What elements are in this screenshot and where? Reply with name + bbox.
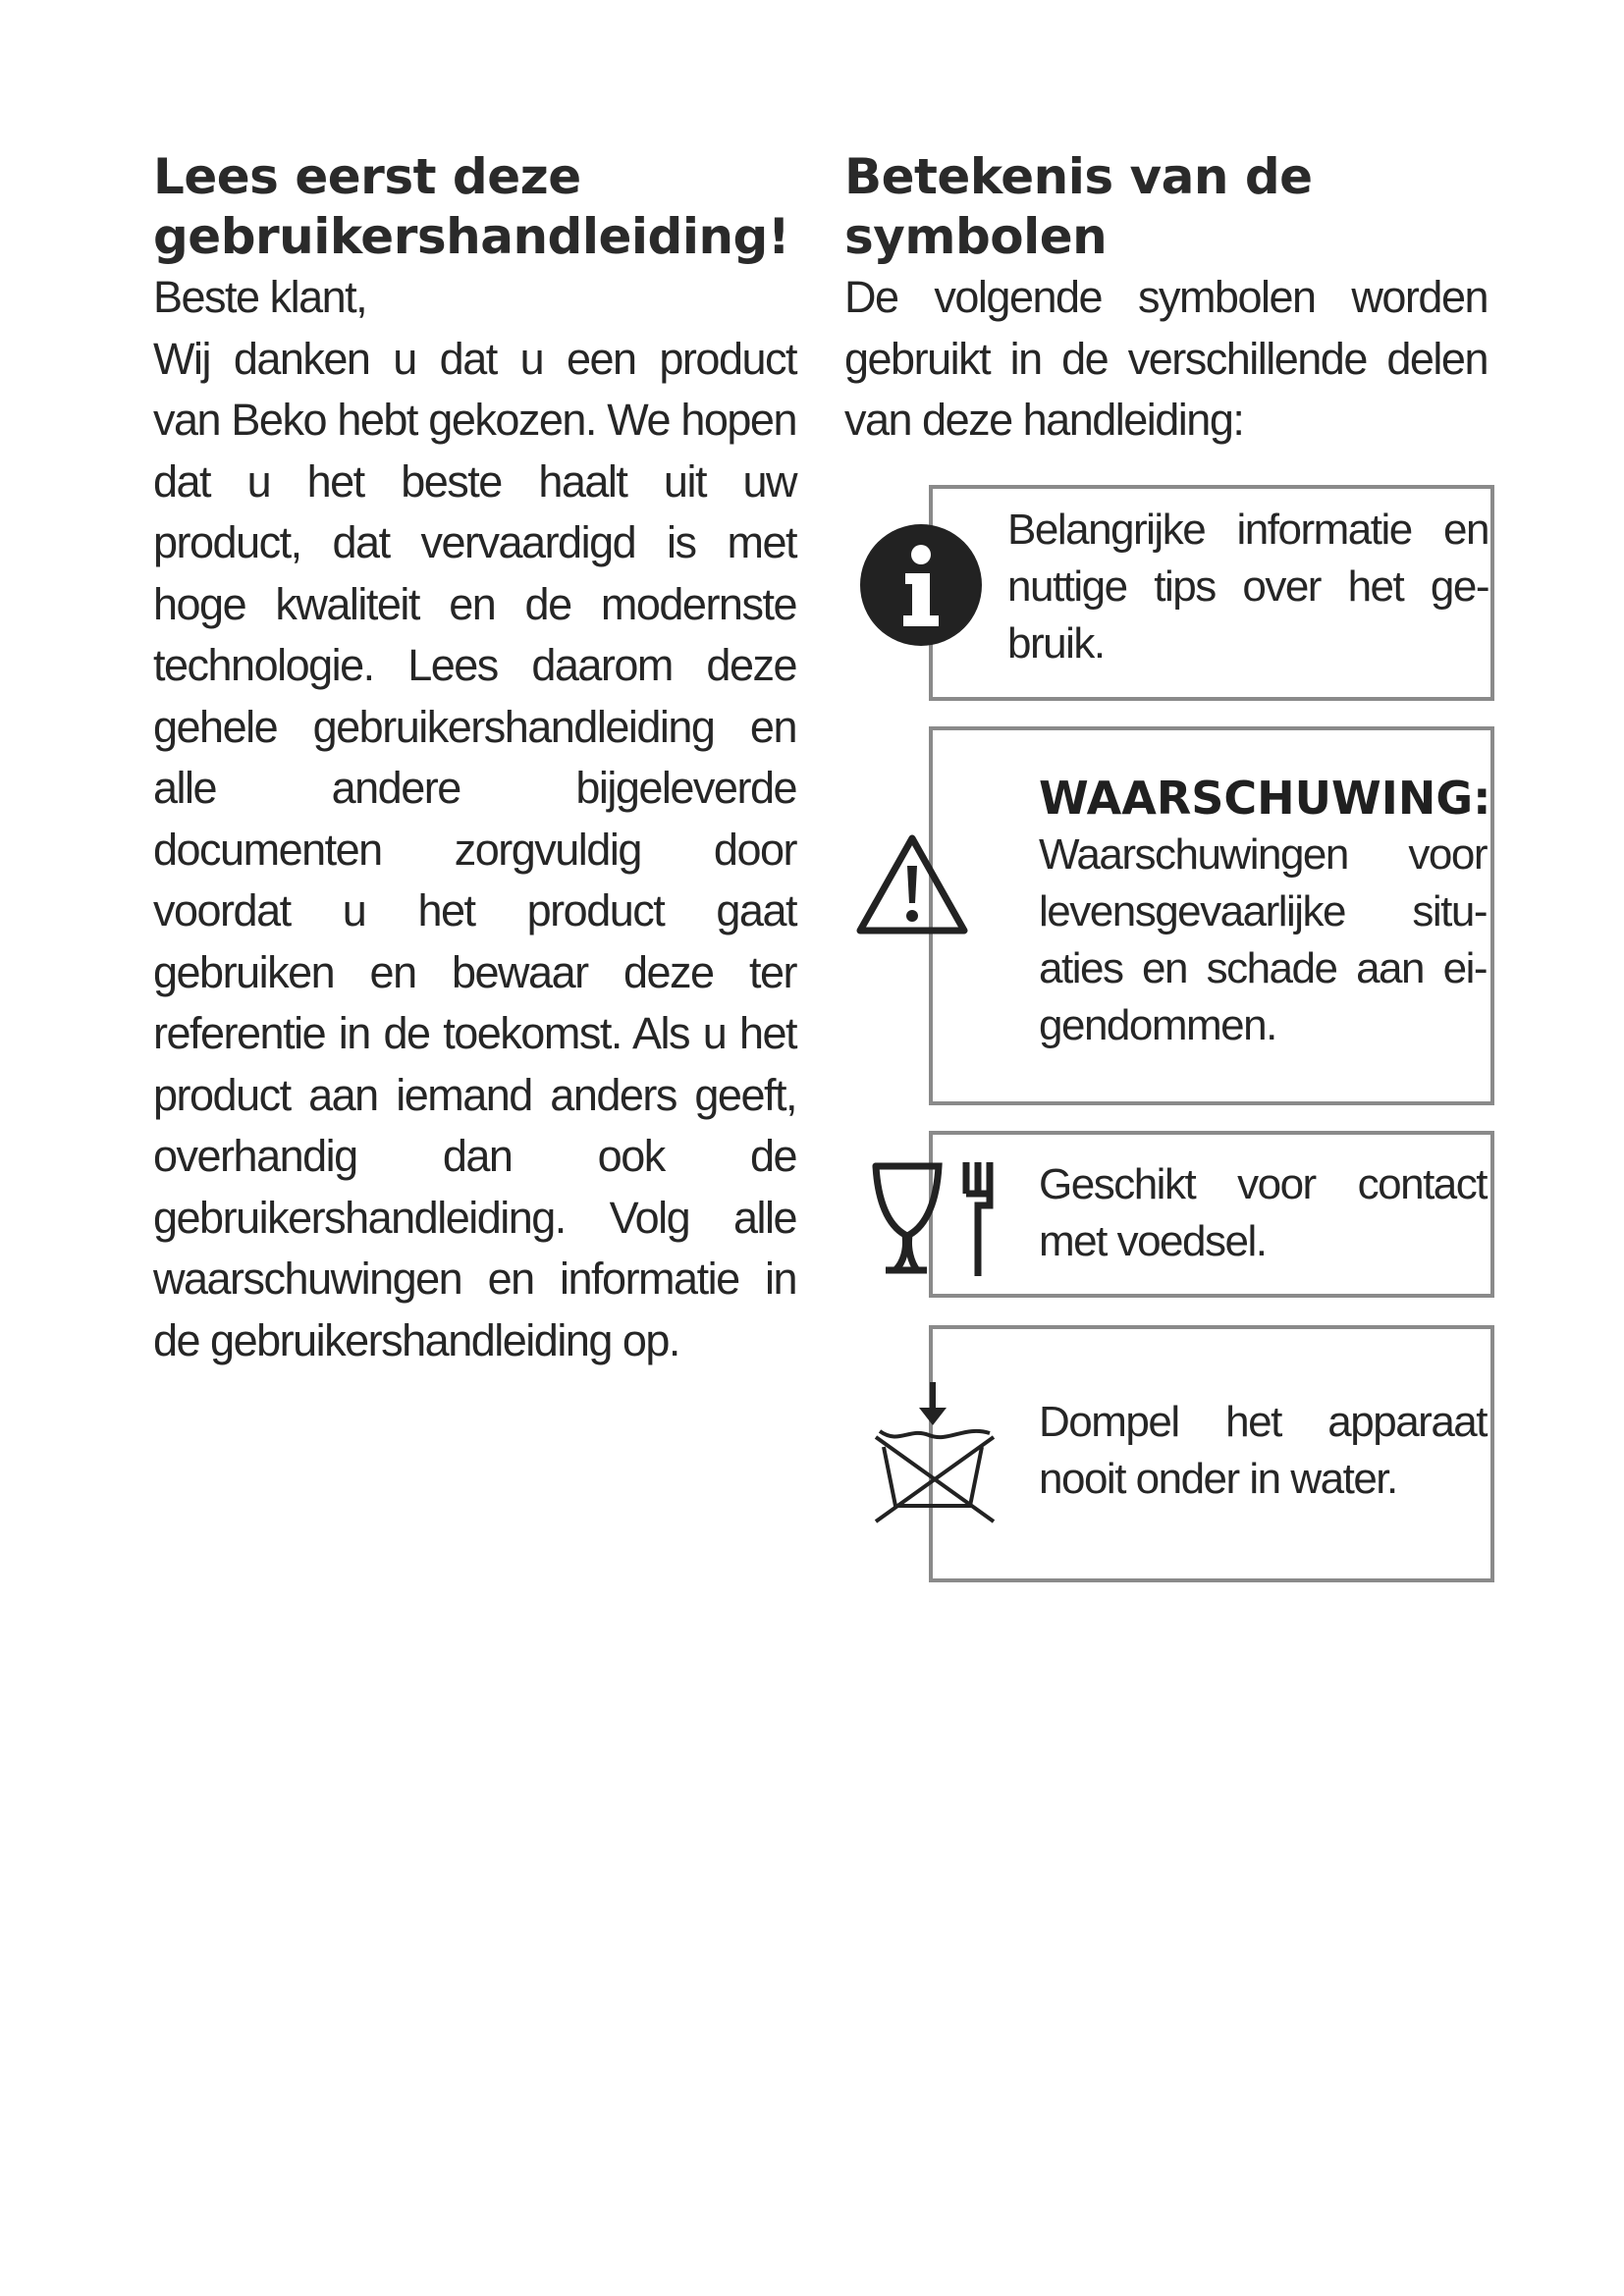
warning-body: Waarschuwingen voor levensgevaarlijke situ-aties en schade aan ei-gendommen.: [1039, 830, 1487, 1049]
do-not-immerse-icon: [870, 1378, 1000, 1525]
intro-body: Wij danken u dat u een product van Beko hebt gekozen. We hopen dat u het beste haalt uit uw product, dat vervaardigd is met hoge kwaliteit en de modernste technologie. Lees daarom deze gehele gebruikershandleiding en alle andere bijgeleverde documenten zorgvuldig door voordat u het product gaat gebruiken en bewaar deze ter referentie in de toekomst. Als u het product aan iemand anders geeft, overhandig dan ook de gebruikershandleiding. Volg alle waarschuwingen en informatie in de gebruikershandleiding op.: [153, 333, 796, 1365]
intro-heading: Lees eerst deze gebruikershandleiding!: [153, 148, 790, 265]
symbols-section: [844, 147, 1488, 452]
info-icon: [858, 522, 984, 648]
symbol-text-food: Geschikt voor contact met voedsel.: [1039, 1160, 1487, 1265]
warning-icon: [854, 832, 970, 936]
salutation: Beste klant,: [153, 272, 367, 322]
symbol-text-water: Dompel het apparaat nooit onder in water.: [1039, 1398, 1487, 1503]
symbols-intro: De volgende symbolen worden gebruikt in de verschillende delen van deze handleiding:: [844, 272, 1488, 445]
warning-title: WAARSCHUWING:: [1039, 772, 1491, 825]
symbol-text-warning: [1039, 770, 1491, 1054]
symbol-text-info: Belangrijke informatie en nuttige tips over het ge-bruik.: [1007, 506, 1489, 667]
symbols-heading: Betekenis van de symbolen: [844, 148, 1313, 265]
food-safe-icon: [868, 1156, 996, 1282]
intro-section: [153, 147, 796, 1371]
